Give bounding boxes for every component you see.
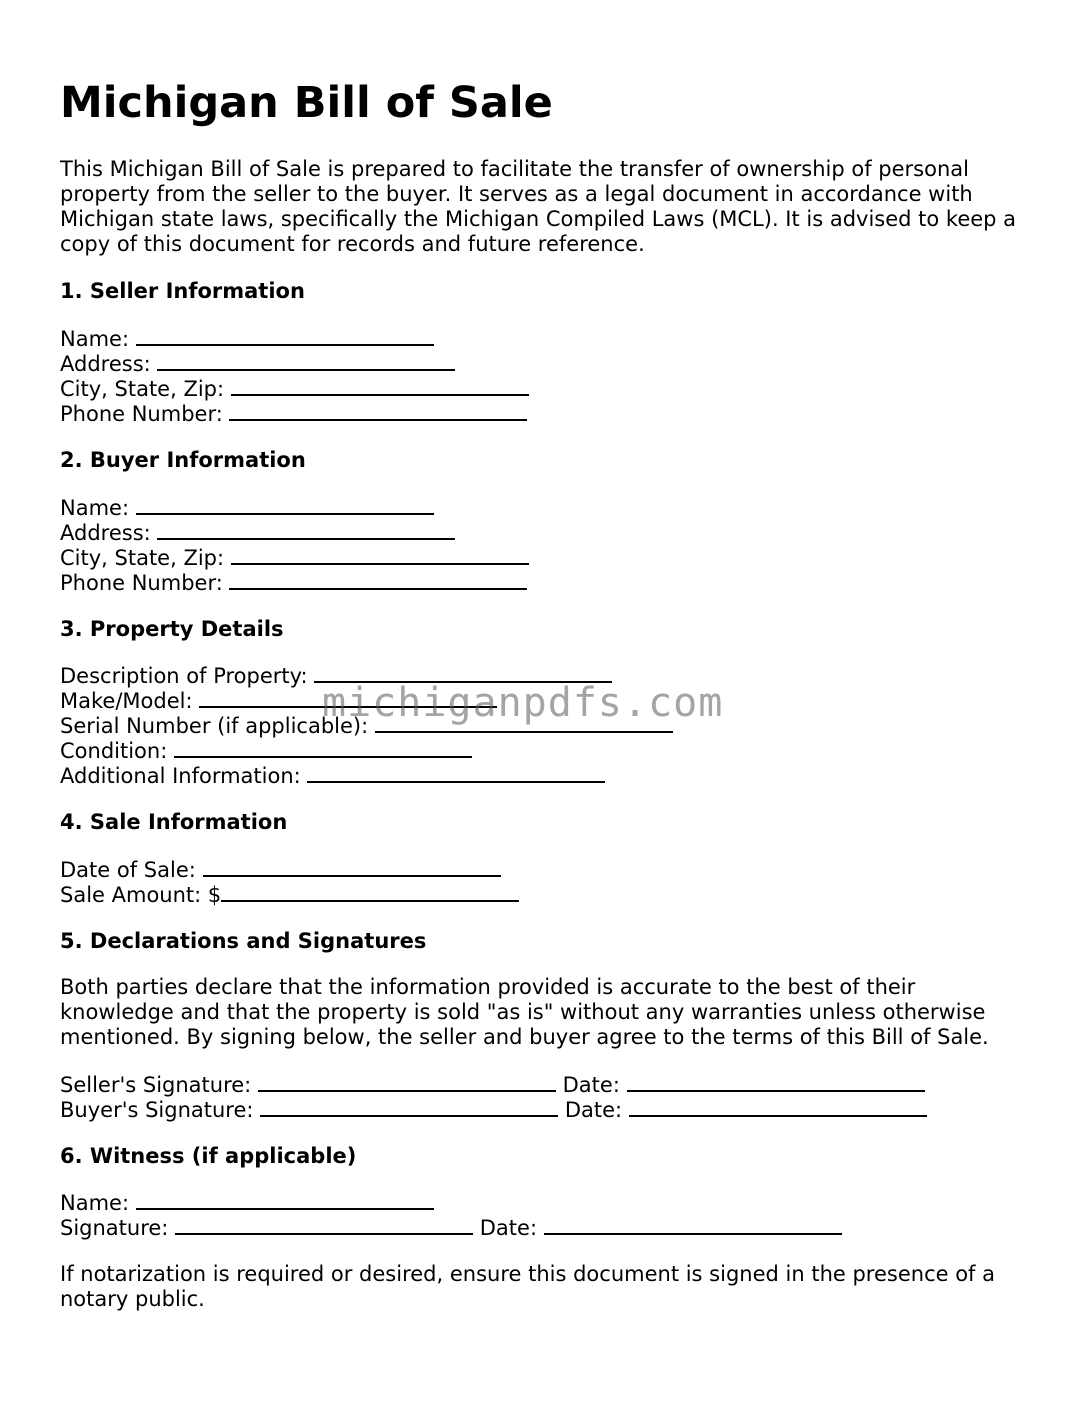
seller-date-label: Date: <box>562 1073 620 1097</box>
seller-name-row <box>60 326 529 351</box>
property-condition-row <box>60 738 673 763</box>
document-title: Michigan Bill of Sale <box>60 78 553 128</box>
seller-city-field[interactable] <box>231 376 529 396</box>
property-description-row <box>60 663 673 688</box>
property-make-model-field[interactable] <box>199 688 497 708</box>
seller-phone-label: Phone Number: <box>60 402 223 426</box>
property-additional-label: Additional Information: <box>60 764 301 788</box>
property-additional-row <box>60 763 673 788</box>
witness-date-field[interactable] <box>544 1215 842 1235</box>
property-condition-label: Condition: <box>60 739 168 763</box>
signature-fields <box>60 1072 927 1122</box>
seller-address-row <box>60 351 529 376</box>
buyer-signature-row <box>60 1097 927 1122</box>
buyer-signature-field[interactable] <box>260 1097 558 1117</box>
witness-name-label: Name: <box>60 1191 130 1215</box>
seller-signature-row <box>60 1072 927 1097</box>
buyer-phone-field[interactable] <box>229 570 527 590</box>
property-make-model-row <box>60 688 673 713</box>
property-additional-field[interactable] <box>307 763 605 783</box>
witness-date-label: Date: <box>479 1216 538 1240</box>
property-section-heading: 3. Property Details <box>60 617 284 641</box>
declarations-paragraph: Both parties declare that the information provided is accurate to the best of their knowledge and that the property is sold "as is" without any warranties unless otherwise mentioned. By signing below, the seller and buyer agree to the terms of this Bill of Sale. <box>60 975 989 1049</box>
seller-fields <box>60 326 529 426</box>
notary-paragraph: If notarization is required or desired, ensure this document is signed in the presence of a notary public. <box>60 1262 995 1311</box>
buyer-address-row <box>60 520 529 545</box>
witness-signature-label: Signature: <box>60 1216 169 1240</box>
sale-section-heading: 4. Sale Information <box>60 810 288 834</box>
sale-date-label: Date of Sale: <box>60 858 196 882</box>
seller-date-field[interactable] <box>627 1072 925 1092</box>
property-serial-label: Serial Number (if applicable): <box>60 714 369 738</box>
witness-signature-row <box>60 1215 842 1240</box>
buyer-name-label: Name: <box>60 496 130 520</box>
seller-signature-label: Seller's Signature: <box>60 1073 252 1097</box>
witness-name-field[interactable] <box>136 1190 434 1210</box>
buyer-date-field[interactable] <box>629 1097 927 1117</box>
property-serial-row <box>60 713 673 738</box>
buyer-city-row <box>60 545 529 570</box>
sale-date-row <box>60 857 519 882</box>
seller-city-label: City, State, Zip: <box>60 377 225 401</box>
buyer-date-label: Date: <box>564 1098 623 1122</box>
buyer-city-field[interactable] <box>231 545 529 565</box>
witness-name-row <box>60 1190 842 1215</box>
property-serial-field[interactable] <box>375 713 673 733</box>
declarations-section-heading: 5. Declarations and Signatures <box>60 929 427 953</box>
sale-amount-row <box>60 882 519 907</box>
witness-fields <box>60 1190 842 1240</box>
buyer-phone-row <box>60 570 529 595</box>
buyer-city-label: City, State, Zip: <box>60 546 225 570</box>
seller-phone-field[interactable] <box>229 401 527 421</box>
seller-signature-field[interactable] <box>258 1072 556 1092</box>
buyer-address-field[interactable] <box>157 520 455 540</box>
buyer-section-heading: 2. Buyer Information <box>60 448 306 472</box>
seller-address-field[interactable] <box>157 351 455 371</box>
buyer-name-row <box>60 495 529 520</box>
watermark: michiganpdfs.com <box>322 680 724 726</box>
buyer-address-label: Address: <box>60 521 151 545</box>
property-condition-field[interactable] <box>174 738 472 758</box>
witness-section-heading: 6. Witness (if applicable) <box>60 1144 357 1168</box>
witness-signature-field[interactable] <box>175 1215 473 1235</box>
seller-name-field[interactable] <box>136 326 434 346</box>
seller-city-row <box>60 376 529 401</box>
seller-name-label: Name: <box>60 327 130 351</box>
seller-section-heading: 1. Seller Information <box>60 279 305 303</box>
buyer-name-field[interactable] <box>136 495 434 515</box>
sale-fields <box>60 857 519 907</box>
property-description-field[interactable] <box>314 663 612 683</box>
property-description-label: Description of Property: <box>60 664 308 688</box>
sale-amount-field[interactable] <box>221 882 519 902</box>
seller-phone-row <box>60 401 529 426</box>
intro-paragraph: This Michigan Bill of Sale is prepared to facilitate the transfer of ownership of personal property from the seller to the buyer. It serves as a legal document in accordance with Michigan state laws, specifically the Michigan Compiled Laws (MCL). It is advised to keep a copy of this document for records and future reference. <box>60 157 1017 256</box>
buyer-fields <box>60 495 529 595</box>
property-fields <box>60 663 673 788</box>
property-make-model-label: Make/Model: <box>60 689 193 713</box>
buyer-signature-label: Buyer's Signature: <box>60 1098 254 1122</box>
sale-amount-label: Sale Amount: $ <box>60 883 222 907</box>
buyer-phone-label: Phone Number: <box>60 571 223 595</box>
seller-address-label: Address: <box>60 352 151 376</box>
sale-date-field[interactable] <box>203 857 501 877</box>
